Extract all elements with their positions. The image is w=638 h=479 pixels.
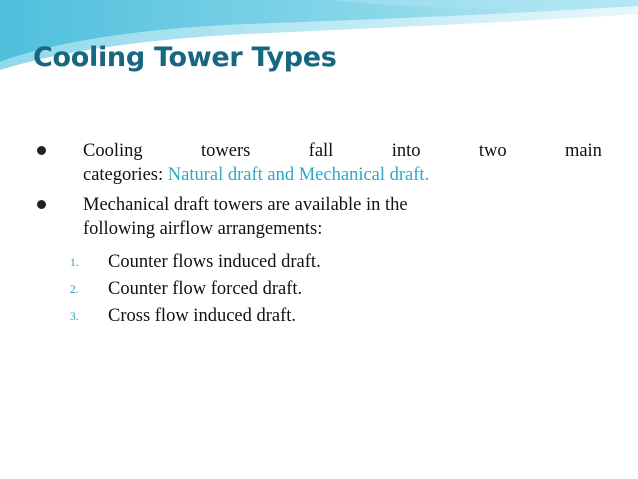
list-item: Cross flow induced draft. <box>108 306 297 326</box>
bullet-icon <box>37 146 46 155</box>
word: Cooling <box>83 141 143 161</box>
word: towers <box>200 141 251 161</box>
list-item: Counter flows induced draft. <box>108 252 321 272</box>
list-item: Counter flow forced draft. <box>108 279 303 299</box>
bullet-1-line-2 <box>83 164 429 186</box>
list-number: 1. <box>70 257 79 269</box>
word: into <box>391 141 421 161</box>
slide-title: Cooling Tower Types <box>33 42 337 73</box>
bullet-1-highlight: Natural draft and Mechanical draft. <box>167 165 430 185</box>
list-number: 3. <box>70 311 79 323</box>
bullet-2-line-2: following airflow arrangements: <box>83 219 323 239</box>
bullet-icon <box>37 200 46 209</box>
bullet-2-line-1: Mechanical draft towers are available in the <box>83 195 408 215</box>
list-number: 2. <box>70 284 79 296</box>
word: main <box>564 141 602 161</box>
word: fall <box>308 141 334 161</box>
bullet-1-line-1 <box>83 140 602 162</box>
bullet-1-prefix: categories: <box>83 165 168 185</box>
word: two <box>478 141 507 161</box>
